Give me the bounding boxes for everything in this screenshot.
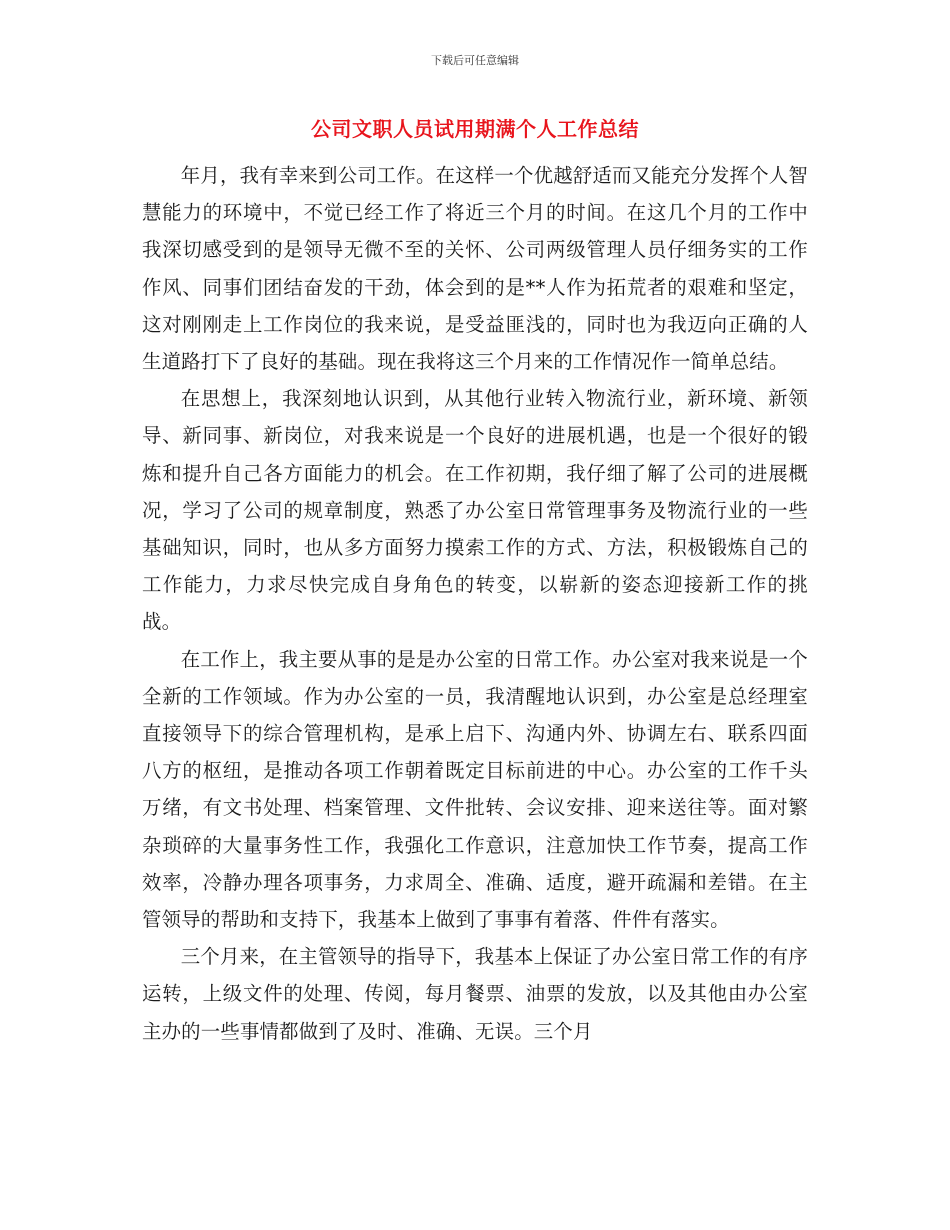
document-title: 公司文职人员试用期满个人工作总结: [311, 117, 639, 141]
paragraph-intro: 年月，我有幸来到公司工作。在这样一个优越舒适而又能充分发挥个人智慧能力的环境中，不觉已经工作了将近三个月的时间。在这几个月的工作中我深切感受到的是领导无微不至的关怀、公司两级管理人员仔细务实的工作作风、同事们团结奋发的干劲，体会到的是**人作为拓荒者的艰难和坚定，这对刚刚走上工作岗位的我来说，是受益匪浅的，同时也为我迈向正确的人生道路打下了良好的基础。现在我将这三个月来的工作情况作一简单总结。: [142, 164, 808, 374]
download-editable-note: 下载后可任意编辑: [431, 54, 519, 67]
paragraph-three-months: 三个月来，在主管领导的指导下，我基本上保证了办公室日常工作的有序运转，上级文件的处理、传阅，每月餐票、油票的发放，以及其他由办公室主办的一些事情都做到了及时、准确、无误。三个月: [142, 945, 808, 1043]
document-body: [142, 157, 808, 1050]
paragraph-thinking: 在思想上，我深刻地认识到，从其他行业转入物流行业，新环境、新领导、新同事、新岗位，对我来说是一个良好的进展机遇，也是一个很好的锻炼和提升自己各方面能力的机会。在工作初期，我仔细了解了公司的进展概况，学习了公司的规章制度，熟悉了办公室日常管理事务及物流行业的一些基础知识，同时，也从多方面努力摸索工作的方式、方法，积极锻炼自己的工作能力，力求尽快完成自身角色的转变，以崭新的姿态迎接新工作的挑战。: [142, 387, 808, 634]
paragraph-work: 在工作上，我主要从事的是是办公室的日常工作。办公室对我来说是一个全新的工作领域。作为办公室的一员，我清醒地认识到，办公室是总经理室直接领导下的综合管理机构，是承上启下、沟通内外、协调左右、联系四面八方的枢纽，是推动各项工作朝着既定目标前进的中心。办公室的工作千头万绪，有文书处理、档案管理、文件批转、会议安排、迎来送往等。面对繁杂琐碎的大量事务性工作，我强化工作意识，注意加快工作节奏，提高工作效率，冷静办理各项事务，力求周全、准确、适度，避开疏漏和差错。在主管领导的帮助和支持下，我基本上做到了事事有着落、件件有落实。: [142, 647, 808, 932]
